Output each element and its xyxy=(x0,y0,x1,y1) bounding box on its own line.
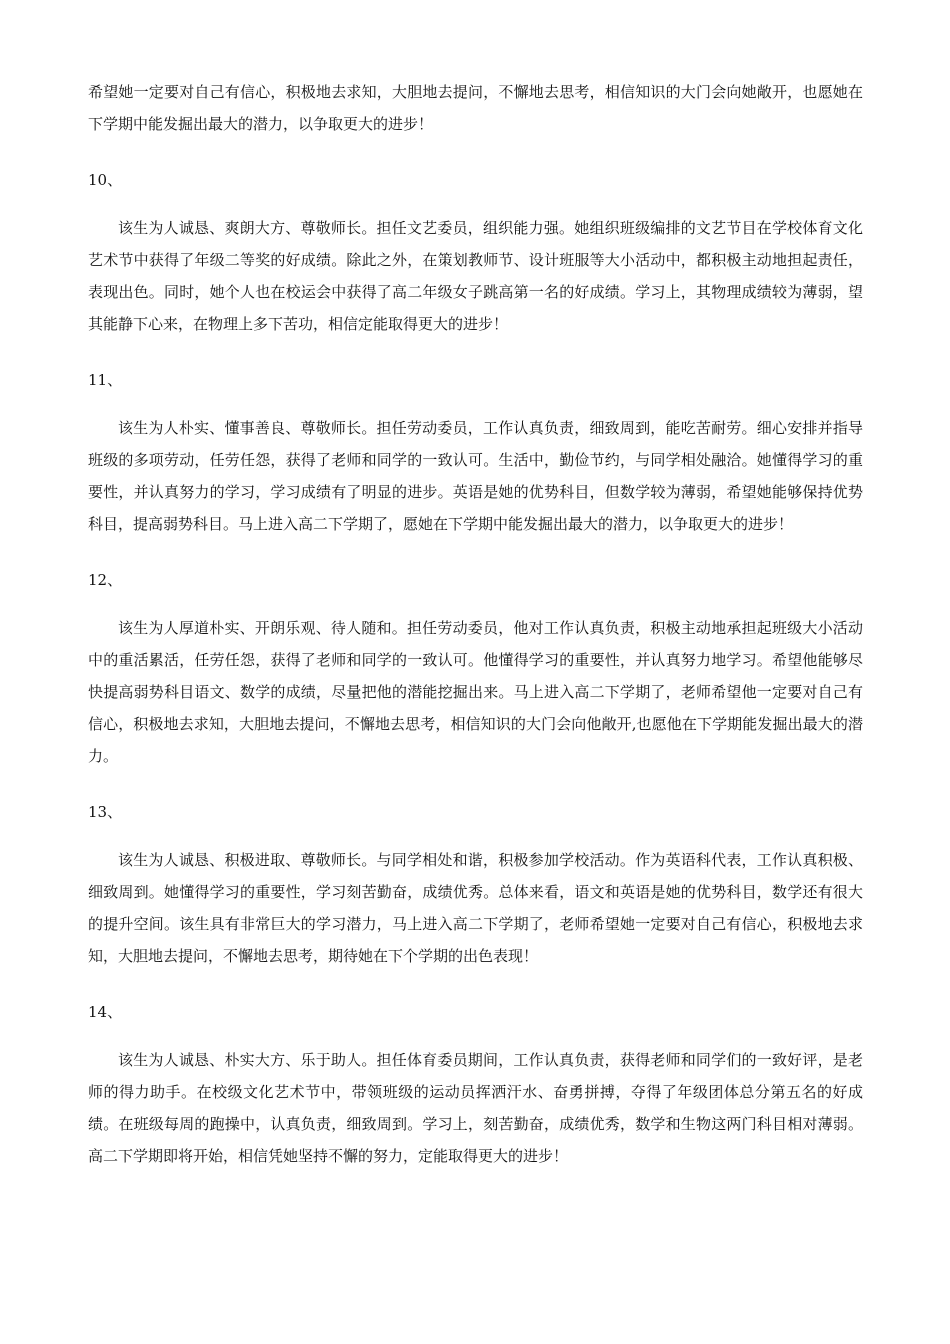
entry-13 xyxy=(88,796,863,972)
entry-number: 11、 xyxy=(88,371,123,389)
entry-number: 14、 xyxy=(88,1003,123,1021)
entry-14 xyxy=(88,996,863,1172)
entry-paragraph: 该生为人诚恳、朴实大方、乐于助人。担任体育委员期间，工作认真负责，获得老师和同学们的一致好评，是老师的得力助手。在校级文化艺术节中，带领班级的运动员挥洒汗水、奋勇拼搏，夺得了年级团体总分第五名的好成绩。在班级每周的跑操中，认真负责，细致周到。学习上，刻苦勤奋，成绩优秀，数学和生物这两门科目相对薄弱。高二下学期即将开始，相信凭她坚持不懈的努力，定能取得更大的进步！ xyxy=(88,1051,863,1165)
entry-number: 10、 xyxy=(88,171,123,189)
entry-paragraph: 该生为人诚恳、积极进取、尊敬师长。与同学相处和谐，积极参加学校活动。作为英语科代表，工作认真积极、细致周到。她懂得学习的重要性，学习刻苦勤奋，成绩优秀。总体来看，语文和英语是她的优势科目，数学还有很大的提升空间。该生具有非常巨大的学习潜力，马上进入高二下学期了，老师希望她一定要对自己有信心，积极地去求知，大胆地去提问，不懈地去思考，期待她在下个学期的出色表现！ xyxy=(88,851,863,965)
entry-paragraph: 该生为人厚道朴实、开朗乐观、待人随和。担任劳动委员，他对工作认真负责，积极主动地承担起班级大小活动中的重活累活，任劳任怨，获得了老师和同学的一致认可。他懂得学习的重要性，并认真努力地学习。希望他能够尽快提高弱势科目语文、数学的成绩，尽量把他的潜能挖掘出来。马上进入高二下学期了，老师希望他一定要对自己有信心，积极地去求知，大胆地去提问，不懈地去思考，相信知识的大门会向他敞开,也愿他在下学期能发掘出最大的潜力。 xyxy=(88,619,863,765)
entry-number: 13、 xyxy=(88,803,123,821)
entry-paragraph: 该生为人诚恳、爽朗大方、尊敬师长。担任文艺委员，组织能力强。她组织班级编排的文艺节目在学校体育文化艺术节中获得了年级二等奖的好成绩。除此之外，在策划教师节、设计班服等大小活动中，都积极主动地担起责任，表现出色。同时，她个人也在校运会中获得了高二年级女子跳高第一名的好成绩。学习上，其物理成绩较为薄弱，望其能静下心来，在物理上多下苦功，相信定能取得更大的进步！ xyxy=(88,219,863,333)
entry-number: 12、 xyxy=(88,571,123,589)
entry-12 xyxy=(88,564,863,772)
intro-paragraph: 希望她一定要对自己有信心，积极地去求知，大胆地去提问，不懈地去思考，相信知识的大门会向她敞开，也愿她在下学期中能发掘出最大的潜力，以争取更大的进步！ xyxy=(88,83,863,133)
entry-paragraph: 该生为人朴实、懂事善良、尊敬师长。担任劳动委员，工作认真负责，细致周到，能吃苦耐劳。细心安排并指导班级的多项劳动，任劳任怨，获得了老师和同学的一致认可。生活中，勤俭节约，与同学相处融洽。她懂得学习的重要性，并认真努力的学习，学习成绩有了明显的进步。英语是她的优势科目，但数学较为薄弱，希望她能够保持优势科目，提高弱势科目。马上进入高二下学期了，愿她在下学期中能发掘出最大的潜力，以争取更大的进步！ xyxy=(88,419,863,533)
entry-11 xyxy=(88,364,863,540)
document-body xyxy=(88,76,863,1172)
entry-10 xyxy=(88,164,863,340)
